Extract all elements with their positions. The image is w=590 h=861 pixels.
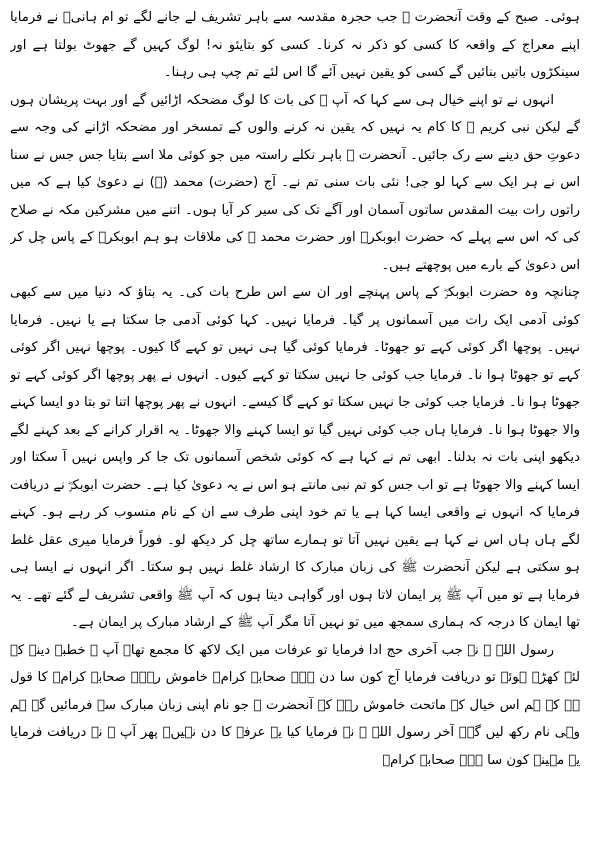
paragraph-1: ہوئی۔ صبح کے وقت آنحضرت ﷺ جب حجرہ مقدسہ سے باہر تشریف لے جانے لگے تو ام ہانیؓ نے فرمایا اپنے معراج کے واقعہ کا کسی کو ذکر نہ کرنا۔ کسی کو بتایئو نہ! لوگ کہیں گے جھوٹ بولتا ہے اور سینکڑوں باتیں بنائیں گے کسی کو یقین نہیں آئے گا اس لئے تم چپ ہی رہنا۔	[10, 10, 580, 80]
paragraph-3: چنانچہ وہ حضرت ابوبکرؓ کے پاس پہنچے اور ان سے اس طرح بات کی۔ یہ بتاؤ کہ دنیا میں سے کبھی کوئی آدمی ایک رات میں آسمانوں پر گیا۔ فرمایا نہیں۔ کہا کوئی آدمی جا سکتا ہے یا نہیں۔ فرمایا نہیں۔ پوچھا اگر کوئی کہے تو جھوٹا۔ فرمایا کوئی گیا ہی نہیں تو کہے گا کیوں۔ پوچھا نہیں اگر کوئی کہے تو جھوٹا ہوا نا۔ فرمایا جب کوئی جا نہیں سکتا تو کہے کیوں۔ انہوں نے پھر پوچھا اگر کوئی کہے تو جھوٹا ہوا نا۔ فرمایا جب کوئی جا نہیں سکتا تو کہے گا کیسے۔ انہوں نے پھر پوچھا اتنا تو بتا دو ایسا کہنے والا جھوٹا ہوا نا۔ فرمایا ہاں جب کوئی نہیں گیا تو ایسا کہنے والا جھوٹا۔ یہ اقرار کرانے کے بعد کہنے لگے دیکھو اپنی بات نہ بدلنا۔ ابھی تم نے کہا ہے کہ کوئی شخص آسمانوں تک جا کر واپس نہیں آ سکتا اور ایسا کہنے والا جھوٹا ہے تو اب جس کو تم نبی مانتے ہو اس نے یہ دعویٰ کیا ہے۔ حضرت ابوبکرؓ نے دریافت فرمایا کہ انہوں نے واقعی ایسا کہا ہے یا تم خود اپنی طرف سے ان کے نام منسوب کر رہے ہو۔ کہنے لگے ہاں ہاں اس نے کہا ہے یقین نہیں آتا تو ہمارے ساتھ چل کر دیکھ لو۔ فوراً فرمایا میری عقل غلط ہو سکتی ہے لیکن آنحضرت ﷺ کی زبان مبارک کا ارشاد غلط نہیں ہو سکتا۔ اگر انہوں نے ایسا ہی فرمایا ہے تو میں آپ ﷺ پر ایمان لاتا ہوں اور گواہی دیتا ہوں کہ آپ ﷺ واقعی تشریف لے گئے تھے۔ یہ تھا ایمان کا درجہ کہ ہماری سمجھ میں تو نہیں آتا مگر آپ ﷺ کے ارشاد مبارک پر ایمان ہے۔	[10, 285, 580, 630]
paragraph-4: رسول اللہ ﷺ نے جب آخری حج ادا فرمایا تو عرفات میں ایک لاکھ کا مجمع تھا۔ آپ ﷺ خطبہ دینے کے لئے کھڑے ہوئے تو دریافت فرمایا آج کون سا دن ہے۔ صحابہ کرامؓ خاموش رہے۔ صحابہ کرامؓ کا قول ہے کہ ہم اس خیال کے ماتحت خاموش رہے کہ آنحضرت ﷺ جو نام اپنی زبان مبارک سے فرمائیں گے ہم وہی نام رکھ لیں گے۔ آخر رسول اللہ ﷺ نے فرمایا کیا یہ عرفہ کا دن نہیں۔ پھر آپ ﷺ نے دریافت فرمایا یہ مہینہ کون سا ہے۔ صحابہ کرامؓ	[10, 642, 580, 768]
paragraph-2: انہوں نے تو اپنے خیال ہی سے کہا کہ آپ ﷺ کی بات کا لوگ مضحکہ اڑائیں گے اور بہت پریشان ہوں گے لیکن نبی کریم ﷺ کا کام یہ نہیں کہ یقین نہ کرنے والوں کے تمسخر اور مضحکہ اڑانے کی وجہ سے دعوتِ حق دینے سے رک جائیں۔ آنحضرت ﷺ باہر نکلے راستہ میں جو کوئی ملا اسے بتایا جس جس نے سنا اس نے ہر ایک سے کہا لو جی! نئی بات سنی تم نے۔ آج (حضرت) محمد (ﷺ) نے دعویٰ کیا ہے کہ میں راتوں رات بیت المقدس ساتوں آسمان اور آگے تک کی سیر کر آیا ہوں۔ اتنے میں مشرکین مکہ نے صلاح کی کہ اس سے پہلے کہ حضرت ابوبکرؓ اور حضرت محمد ﷺ کی ملاقات ہو ہم ابوبکرؓ کے پاس چل کر اس دعویٰ کے بارے میں پوچھتے ہیں۔	[10, 92, 580, 273]
urdu-text-page	[10, 4, 580, 857]
